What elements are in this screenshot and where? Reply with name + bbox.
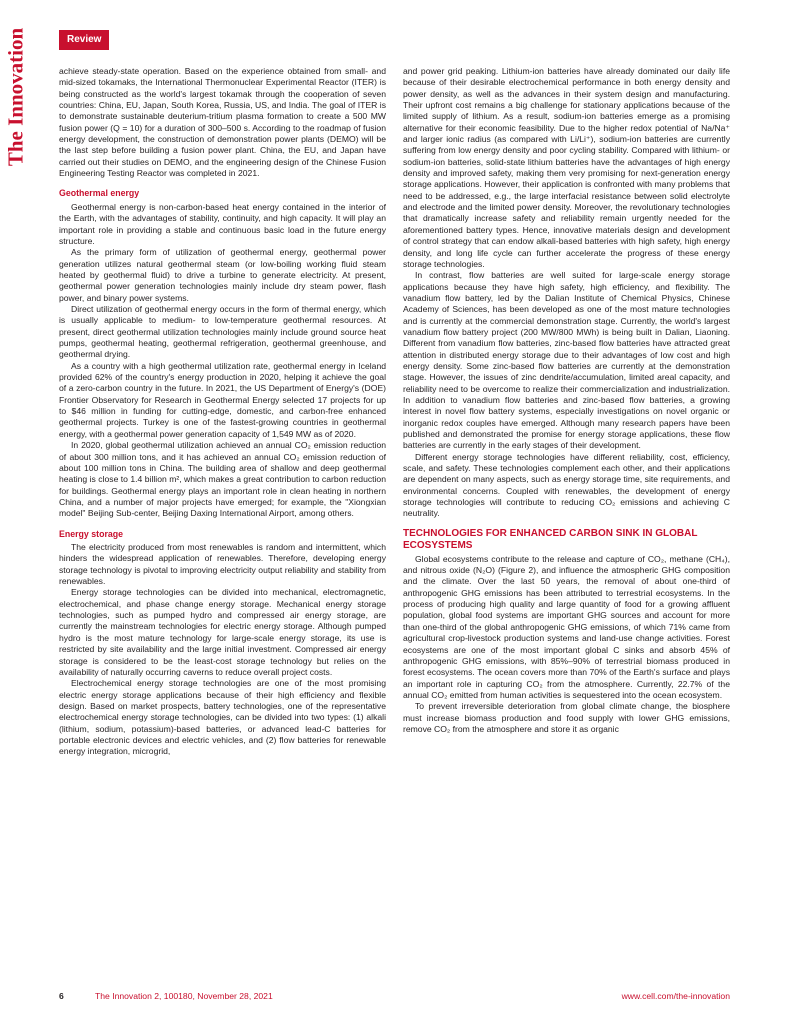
paragraph: To prevent irreversible deterioration from global climate change, the biosphere must increase biomass production and food supply with lower GHG emissions, remove CO₂ from the atmosphere and store it as organic <box>403 701 730 734</box>
paragraph: Geothermal energy is non-carbon-based heat energy contained in the interior of the Earth, with the advantages of stability, continuity, and high capacity. It will play an important role in providing a stable and continuous basic load in the future energy structure. <box>59 201 386 246</box>
journal-side-title-text: The Innovation <box>3 27 28 167</box>
paragraph: Electrochemical energy storage technologies are one of the most promising electric energy storage applications because of their high efficiency and flexible design. Based on market prospects, battery technologies, one of the representative electrochemical energy storage technologies, can be divided into two types: (1) alkali (lithium, sodium, potassium)-based batteries, or advanced lead-C batteries for portable electronic devices and electric vehicles, and (2) flow batteries for renewable energy integration, microgrid, <box>59 678 386 757</box>
paragraph: achieve steady-state operation. Based on the experience obtained from small- and mid-sized tokamaks, the International Thermonuclear Experimental Reactor (ITER) is being constructed as the world's largest tokamak through the cooperation of seven countries: China, EU, Japan, South Korea, Russia, US, and India. The goal of ITER is to demonstrate sustainable deuterium-tritium plasma formation to create a 500 MW fusion power (Q = 10) for a duration of 300–500 s. According to the roadmap of fusion energy development, the construction of demonstration power plants (DEMO) will be the last step before building a fusion power plant. China, the EU, and Japan have carried out their studies on DEMO, and the engineering design of the Chinese Fusion Engineering Testing Reactor was completed in 2021. <box>59 66 386 179</box>
paragraph: As the primary form of utilization of geothermal energy, geothermal power generation utilizes natural geothermal steam (or low-boiling working fluid steam heated by geothermal fluid) to drive a turbine to generate electricity. At present, geothermal power generation technologies mainly include dry steam power, flash power, and binary power systems. <box>59 247 386 303</box>
paragraph: The electricity produced from most renewables is random and intermittent, which hinders the widespread application of renewables. Therefore, developing energy storage technology is pivotal to improving electricity output reliability and stability from renewables. <box>59 542 386 587</box>
paragraph: Direct utilization of geothermal energy occurs in the form of thermal energy, which is usually applicable to medium- to low-temperature geothermal resources. At present, direct geothermal utilization technologies mainly include ground source heat pumps, geothermal heating, geothermal refrigeration, geothermal greenhouse, and geothermal drying. <box>59 304 386 360</box>
section-heading-geothermal: Geothermal energy <box>59 188 140 199</box>
section-heading-carbon-sink: TECHNOLOGIES FOR ENHANCED CARBON SINK IN GLOBAL ECOSYSTEMS <box>403 527 698 551</box>
section-tag: Review <box>59 30 109 50</box>
section-heading-energy-storage: Energy storage <box>59 528 124 539</box>
journal-side-title <box>2 22 30 172</box>
left-column <box>59 66 386 758</box>
paragraph: Different energy storage technologies have different reliability, cost, efficiency, scale, and safety. These technologies complement each other, and their applications are dependent on many aspects, such as energy storage time, site requirements, and environmental concerns. Coupled with renewables, the development of energy storage technologies will contribute to reducing CO₂ emissions and achieving C neutrality. <box>403 451 730 519</box>
page-footer <box>59 991 730 1007</box>
paragraph: In contrast, flow batteries are well suited for large-scale energy storage applications because they have high safety, high efficiency, and flexibility. The vanadium flow battery, led by the Dalian Institute of Chemical Physics, Chinese Academy of Sciences, has been developed as one of the most mature technologies and is currently at the commercial demonstration stage. Currently, the world's largest vanadium flow battery project (200 MW/800 MWh) is being built in Dalian, Liaoning. Different from vanadium flow batteries, zinc-based flow batteries have attracted great attention in distributed energy storage due to their advantages of low cost and high energy density. Some zinc-based flow batteries are currently at the demonstration stage. However, the issues of zinc dendrite/accumulation, limited areal capacity, and reliability need to be overcome to realize their commercialization and industrialization. In addition to vanadium flow batteries and zinc-based flow batteries, a growing interest in novel flow battery systems, especially investigations on novel organic or inorganic redox couples have emerged. Although many research papers have been published and demonstrated the promise for energy storage applications, these flow batteries are currently in the early stages of their development. <box>403 270 730 451</box>
page-number: 6 <box>59 991 64 1001</box>
paragraph: As a country with a high geothermal utilization rate, geothermal energy in Iceland provided 62% of the country's energy production in 2020, helping it achieve the goal of a zero-carbon country in the future. In 2021, the US Department of Energy's (DOE) Frontier Observatory for Research in Geothermal Energy selected 17 projects for up to $46 million in funding for cutting-edge, domestic, and carbon-free enhanced geothermal projects. Turkey is one of the fastest-growing countries in geothermal energy, with a geothermal power generation capacity of 1,549 MW as of 2020. <box>59 360 386 439</box>
paragraph: and power grid peaking. Lithium-ion batteries have already dominated our daily life because of their desirable electrochemical performance in both energy density and power density, as well as the advances in their system design and manufacturing. Their upfront cost remains a big challenge for stationary applications because of the limited supply of lithium. As a result, sodium-ion batteries emerge as a promising alternative for their economic feasibility. Due to the higher redox potential of Na/Na⁺ and larger ionic radius (as compared with Li/Li⁺), sodium-ion batteries are currently suffering from low energy density and poor cycling stability. Compared with lithium- or sodium-ion batteries, solid-state lithium batteries have the advantages of high energy density and improved safety, making them very promising for next-generation energy storage applications. However, their application is confronted with many problems that need to be addressed, e.g., the large interfacial resistance between solid electrolyte and electrode and the limited power density. Moreover, the revolutionary technologies that dramatically increase safety and reliability remain urgently needed for the aforementioned battery types. Hence, innovative materials design and development of control strategy that can endow alkali-based batteries with high safety, high energy density, and long life cycle can further accelerate the progress of these energy storage technologies. <box>403 66 730 269</box>
paragraph: Global ecosystems contribute to the release and capture of CO₂, methane (CH₄), and nitrous oxide (N₂O) (Figure 2), and influence the atmospheric GHG composition and the climate. Over the last 50 years, the removal of about one-third of anthropogenic GHG emissions has been attributed to terrestrial ecosystems. In the process of producing high quality and large quantity of food for a growing affluent population, global food systems are important GHG sources and account for more than one-third of the global anthropogenic GHG emissions, of which 71% came from agricultural crop-livestock production systems and land-use change activities. Forest ecosystems are one of the most important global C sinks and absorb 45% of anthropogenic GHG emissions, with 85%–90% of terrestrial biomass produced in forest ecosystems. The ocean covers more than 70% of the Earth's surface and plays an important role in capturing CO₂ from the atmosphere. Currently, 22.7% of the annual CO₂ emitted from human activities is sequestered into the ocean ecosystem. <box>403 553 730 700</box>
paragraph: Energy storage technologies can be divided into mechanical, electromagnetic, electrochemical, and phase change energy storage. Mechanical energy storage technologies, such as pumped hydro and compressed air energy storage, are currently the mainstream technologies for electric energy storage. Although pumped hydro is the most mature technology for large-scale energy storage, its use is restricted by site availability and the large initial investment. Compressed air energy storage is considered to be the least-cost storage technology but relies on the availability of naturally occurring caverns to reduce overall project costs. <box>59 587 386 677</box>
journal-url-link[interactable]: www.cell.com/the-innovation <box>621 991 730 1001</box>
right-column <box>403 66 730 735</box>
journal-reference: The Innovation 2, 100180, November 28, 2021 <box>95 991 273 1001</box>
paragraph: In 2020, global geothermal utilization achieved an annual CO₂ emission reduction of about 300 million tons, and it has achieved an annual CO₂ emission reduction of about 100 million tons in China. The building area of shallow and deep geothermal heating is close to 1.4 billion m², which makes a great contribution to carbon reduction for buildings. Geothermal energy plays an important role in clean heating in northern China, and a number of major projects have emerged; for example, the "Xiongxian model" Beijing Sub-center, Beijing Daxing International Airport, among others. <box>59 440 386 519</box>
